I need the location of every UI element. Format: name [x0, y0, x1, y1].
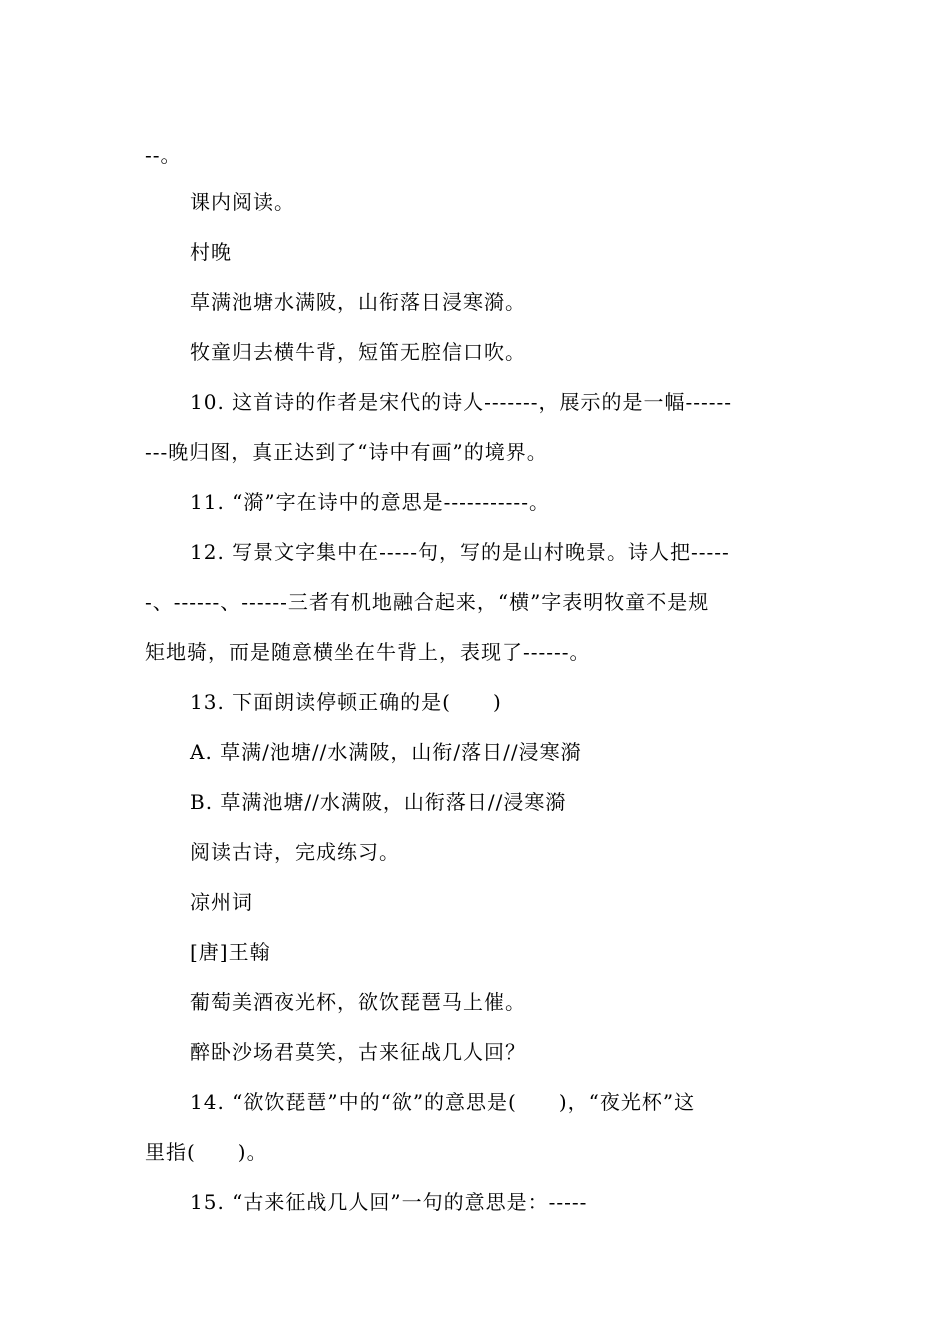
question-12-line-2: -、------、------三者有机地融合起来，“横”字表明牧童不是规: [145, 590, 710, 614]
poem-2-line-2: 醉卧沙场君莫笑，古来征战几人回？: [190, 1040, 526, 1064]
question-13-option-a: A. 草满/池塘//水满陂，山衔/落日//浸寒漪: [190, 740, 582, 764]
poem-title-liangzhouci: 凉州词: [190, 890, 253, 914]
question-12-line-1: 12. 写景文字集中在-----句，写的是山村晚景。诗人把-----: [190, 540, 730, 564]
poem-2-line-1: 葡萄美酒夜光杯，欲饮琵琶马上催。: [190, 990, 526, 1014]
section-heading-ancient-poem: 阅读古诗，完成练习。: [190, 840, 400, 864]
poem-author: [唐]王翰: [190, 940, 271, 964]
question-10-line-1: 10. 这首诗的作者是宋代的诗人-------，展示的是一幅------: [190, 390, 733, 414]
question-13: 13. 下面朗读停顿正确的是( ): [190, 690, 502, 714]
question-12-line-3: 矩地骑，而是随意横坐在牛背上，表现了------。: [145, 640, 591, 664]
question-14-line-2: 里指( )。: [145, 1140, 268, 1164]
question-14-line-1: 14. “欲饮琵琶”中的“欲”的意思是( )，“夜光杯”这: [190, 1090, 696, 1114]
question-11: 11. “漪”字在诗中的意思是-----------。: [190, 490, 550, 514]
poem-line-2: 牧童归去横牛背，短笛无腔信口吹。: [190, 340, 526, 364]
poem-line-1: 草满池塘水满陂，山衔落日浸寒漪。: [190, 290, 526, 314]
poem-title-cunwan: 村晚: [190, 240, 232, 264]
text-line-continuation: --。: [145, 143, 182, 167]
question-10-line-2: ---晚归图，真正达到了“诗中有画”的境界。: [145, 440, 548, 464]
question-13-option-b: B. 草满池塘//水满陂，山衔落日//浸寒漪: [190, 790, 567, 814]
section-heading-in-class-reading: 课内阅读。: [190, 190, 295, 214]
question-15: 15. “古来征战几人回”一句的意思是：-----: [190, 1190, 588, 1214]
